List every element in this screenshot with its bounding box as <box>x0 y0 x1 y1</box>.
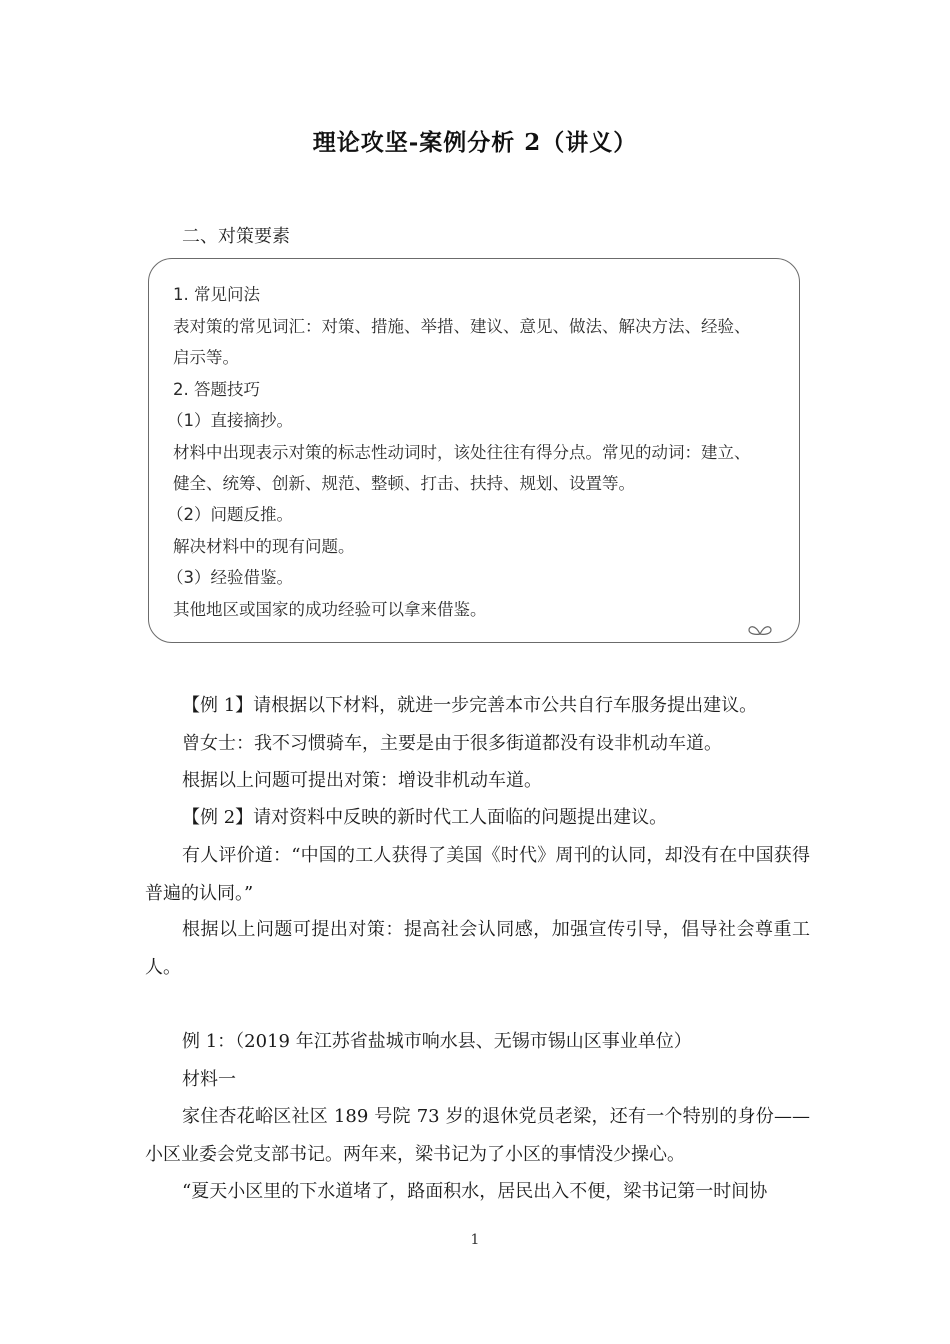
material-label: 材料一 <box>182 1069 236 1090</box>
box-line: 其他地区或国家的成功经验可以拿来借鉴。 <box>173 600 487 619</box>
document-title: 理论攻坚-案例分析 2（讲义） <box>312 129 638 156</box>
box-heading-common-questions: 1. 常见问法 <box>173 285 260 304</box>
box-line: 解决材料中的现有问题。 <box>173 537 355 556</box>
box-line: 材料中出现表示对策的标志性动词时，该处往往有得分点。常见的动词：建立、 <box>173 443 751 462</box>
case-heading: 例 1：（2019 年江苏省盐城市响水县、无锡市锡山区事业单位） <box>182 1031 692 1052</box>
example-1-question: 【例 1】请根据以下材料，就进一步完善本市公共自行车服务提出建议。 <box>182 695 758 716</box>
section-heading: 二、对策要素 <box>182 226 290 247</box>
answer-tips-box <box>148 258 800 643</box>
leaf-ornament-icon <box>747 622 773 636</box>
box-heading-answer-skills: 2. 答题技巧 <box>173 380 260 399</box>
page-number: 1 <box>470 1232 480 1248</box>
box-line: 表对策的常见词汇：对策、措施、举措、建议、意见、做法、解决方法、经验、 <box>173 317 751 336</box>
box-subheading: （3）经验借鉴。 <box>167 568 293 587</box>
box-subheading: （1）直接摘抄。 <box>167 411 293 430</box>
box-line: 启示等。 <box>173 348 239 367</box>
material-paragraph: 家住杏花峪区社区 189 号院 73 岁的退休党员老梁，还有一个特别的身份——小区业委会党支部书记。两年来，梁书记为了小区的事情没少操心。 <box>145 1106 810 1165</box>
example-2-question: 【例 2】请对资料中反映的新时代工人面临的问题提出建议。 <box>182 807 668 828</box>
example-1-solution: 根据以上问题可提出对策：增设非机动车道。 <box>182 770 542 791</box>
box-subheading: （2）问题反推。 <box>167 505 293 524</box>
material-paragraph: “夏天小区里的下水道堵了，路面积水，居民出入不便，梁书记第一时间协 <box>182 1181 768 1202</box>
example-2-material: 有人评价道：“中国的工人获得了美国《时代》周刊的认同，却没有在中国获得普遍的认同。” <box>145 845 810 904</box>
example-1-material: 曾女士：我不习惯骑车，主要是由于很多街道都没有设非机动车道。 <box>182 733 722 754</box>
box-line: 健全、统筹、创新、规范、整顿、打击、扶持、规划、设置等。 <box>173 474 635 493</box>
example-2-solution: 根据以上问题可提出对策：提高社会认同感，加强宣传引导，倡导社会尊重工人。 <box>145 919 810 978</box>
